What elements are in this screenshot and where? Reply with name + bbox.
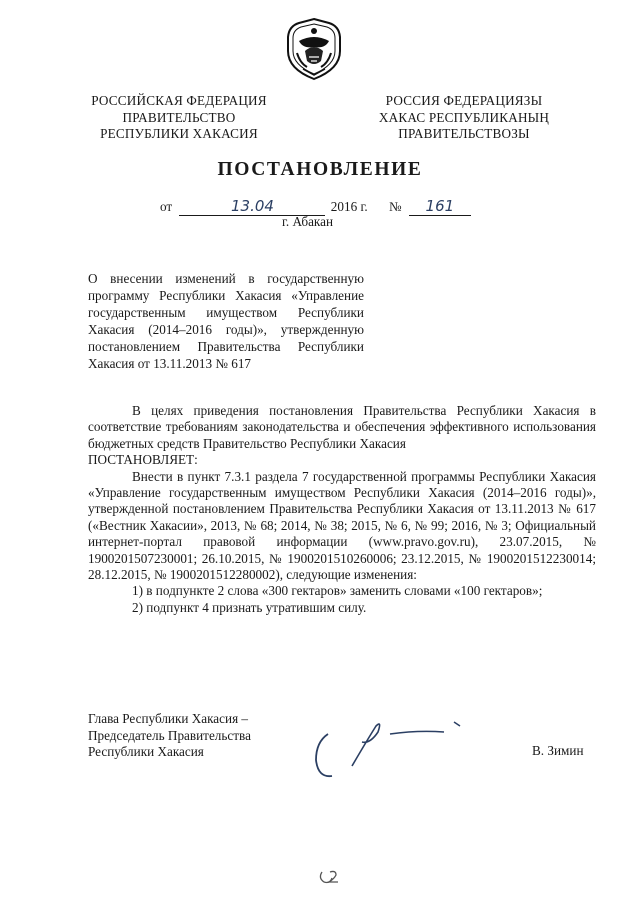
signature-position-line-3: Республики Хакасия [88, 744, 204, 760]
header-right-line-3: ПРАВИТЕЛЬСТВОЗЫ [398, 126, 530, 141]
resolution-word: ПОСТАНОВЛЯЕТ: [88, 452, 198, 468]
amendment-item-1: 1) в подпункте 2 слова «300 гектаров» заменить словами «100 гектаров»; [132, 583, 543, 599]
document-subject: О внесении изменений в государственную программу Республики Хакасия «Управление государственным имуществом Республики Хакасия (2014–2016 годы)», утвержденную постановлением Правительства Республики Хакасия от 13.11.2013 № 617 [88, 271, 364, 371]
city-name: г. Абакан [282, 214, 334, 229]
handwritten-date: 13.04 [231, 197, 274, 215]
amendment-item-2: 2) подпункт 4 признать утратившим силу. [132, 599, 367, 615]
page-mark [316, 866, 344, 886]
coat-of-arms-emblem [285, 17, 343, 81]
signature-position-line-1: Глава Республики Хакасия – [88, 711, 249, 726]
document-title: ПОСТАНОВЛЕНИЕ [217, 159, 423, 180]
amendment-paragraph: Внести в пункт 7.3.1 раздела 7 государственной программы Республики Хакасия «Управление государственным имуществом Республики Хакасия (2014–2016 годы)», утвержденной постановлением Правительства Республики Хакасия от 13.11.2013 № 617 («Вестник Хакасии», 2013, № 68; 2014, № 38; 2015, № 6, № 99; 2016, № 3; Официальный интернет-портал правовой информации (www.pravo.gov.ru), 23.07.2015, № 1900201507230001; 26.10.2015, № 1900201510260006; 23.12.2015, № 1900201512230014; 28.12.2015, № 1900201512280002), следующие изменения: [88, 468, 596, 583]
header-left-line-1: РОССИЙСКАЯ ФЕДЕРАЦИЯ [91, 93, 267, 108]
handwritten-number: 161 [425, 197, 455, 215]
handwritten-signature [308, 712, 478, 782]
date-year: 2016 г. [330, 199, 368, 214]
header-right-line-2: ХАКАС РЕСПУБЛИКАНЫҢ [378, 109, 550, 125]
header-right [366, 93, 562, 143]
header-left [80, 93, 278, 143]
header-left-line-3: РЕСПУБЛИКИ ХАКАСИЯ [100, 126, 258, 141]
signatory-name: В. Зимин [532, 743, 584, 758]
document-body [88, 403, 596, 616]
number-label: № [388, 199, 402, 214]
signature-position-line-2: Председатель Правительства [88, 727, 251, 743]
header-right-line-1: РОССИЯ ФЕДЕРАЦИЯЗЫ [385, 93, 543, 108]
signature-position [88, 711, 251, 761]
preamble-paragraph: В целях приведения постановления Правительства Республики Хакасия в соответствие требованиям законодательства и обеспечения эффективного использования бюджетных средств Правительство Республики Хакасия [88, 403, 596, 451]
date-from-label: от [160, 199, 173, 214]
header-left-line-2: ПРАВИТЕЛЬСТВО [122, 109, 236, 125]
